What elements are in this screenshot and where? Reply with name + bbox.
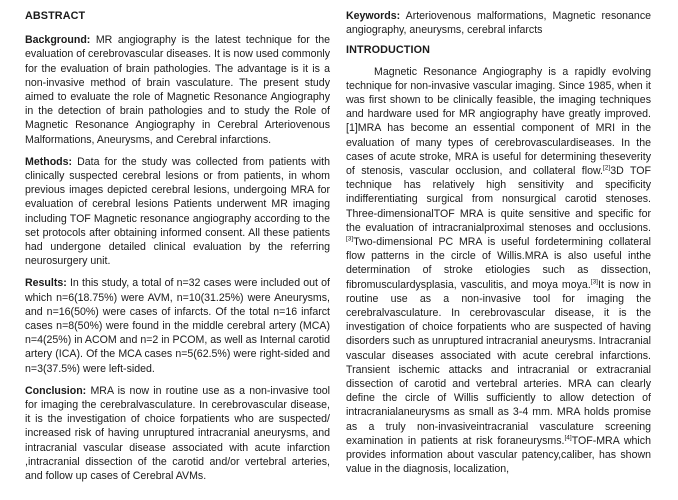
introduction-heading: INTRODUCTION [346, 44, 430, 57]
intro-text: Two-dimensional PC MRA is useful fordetermining collateral flow patterns in the circle of Willis.MRA is also useful inthe determination of stroke etiologies such as dissection, fibromusculardysplasia, vasculitis, and moya moya. [346, 236, 651, 291]
conclusion-text: MRA is now in routine use as a non-invasive tool for imaging the cerebralvasculature. In cerebrovascular disease, it is the investigation of choice forpatients who are suspected/ increased risk of having unruptured intracranial aneurysms, and intracranial vascular disease associated with acute infarction ,intracranial dissection of the carotid and/or vertebral arteries, and follow up cases of Cerebral AVMs. [25, 384, 330, 483]
methods-text: Data for the study was collected from patients with clinically suspected cerebral lesions or from patients, in whom previous images depicted cerebral lesions, undergoing MRA for evaluation of cerebral lesions Patients underwent MR imaging including TOF Magnetic resonance angiography according to the set protocols after obtaining informed consent. All these patients had undergone detailed clinical evaluation by the referring neurosurgery unit. [25, 155, 330, 268]
abstract-methods [25, 155, 330, 269]
intro-text: TOF-MRA which provides information about vascular patency,caliber, has shown value in the diagnosis, localization, [346, 434, 651, 476]
intro-text: 3D TOF technique has relatively high sensitivity and specificity indifferentiating surgical from nonsurgical carotid stenoses. Three-dimensionalTOF MRA is quite sensitive and specific for the evaluation of intracranialproximal stenoses and occlusions. [346, 165, 651, 234]
abstract-heading: ABSTRACT [25, 10, 86, 22]
conclusion-label: Conclusion: [25, 384, 87, 397]
intro-text: Magnetic Resonance Angiography is a rapidly evolving technique for non-invasive vascular imaging. Since 1985, when it was first shown to be clinically feasible, the imaging techniques and hardware used for MR angiography have greatly improved.[1]MRA has become an essential component of MRI in the evaluation of many types of cerebrovasculardiseases. In the cases of acute stroke, MRA is useful for determining theseverity of stenosis, vascular occlusion, and collateral flow. [346, 65, 651, 178]
methods-label: Methods: [25, 155, 73, 168]
intro-text: It is now in routine use as a non-invasive tool for imaging the cerebralvasculature. In cerebrovascular disease, it is the investigation of choice forpatients who are suspected of having disorders such as unruptured intracranial aneurysms. Intracranial vascular diseases associated with acute cerebral infarctions. Transient ischemic attacks and intracranial or extracranial dissection of carotid and vertebral arteries. MRA can clearly define the circle of Willis sufficiently to allow detection of intracranialaneurysms as small as 3-4 mm. MRA holds promise as a truly non-invasiveintracranial vasculature screening examination in patients at risk foraneurysms. [346, 278, 652, 447]
introduction-paragraph [346, 65, 651, 477]
citation-3: [3] [590, 278, 598, 286]
background-label: Background: [25, 34, 91, 47]
keywords [346, 9, 651, 37]
abstract-results [25, 276, 330, 375]
abstract-column [25, 9, 330, 491]
citation-2: [2] [603, 164, 611, 172]
citation-4: [4] [564, 434, 572, 442]
citation-3: [3] [346, 235, 354, 243]
abstract-background [25, 33, 330, 147]
results-label: Results: [25, 277, 67, 290]
intro-column [346, 9, 651, 485]
abstract-conclusion [25, 384, 330, 483]
keywords-label: Keywords: [346, 10, 401, 22]
results-text: In this study, a total of n=32 cases were included out of which n=6(18.75%) were AVM, n=10(31.25%) were Aneurysms, and n=16(50%) were cases of infarcts. Of the total n=16 infarct cases n=8(50%) were found in the middle cerebral artery (MCA) n=4(25%) in ACOM and n=2 in PCOM, as well as Internal carotid artery (ICA). Of the MCA cases n=5(62.5%) were right-sided and n=3(37.5%) were left-sided. [25, 277, 330, 375]
background-text: MR angiography is the latest technique for the evaluation of cerebrovascular diseases. It is now used commonly for the evaluation of brain pathologies. The advantage is it is a non-invasive method of brain vasculature. The present study aimed to evaluate the role of Magnetic Resonance Angiography in the detection of brain pathologies and to study the Role of Magnetic Resonance Angiography in Cerebral Arteriovenous Malformations, Aneurysms, and Cerebral infarctions. [25, 34, 331, 146]
keywords-text: Arteriovenous malformations, Magnetic resonance angiography, aneurysms, cerebral infarcts [346, 10, 652, 37]
